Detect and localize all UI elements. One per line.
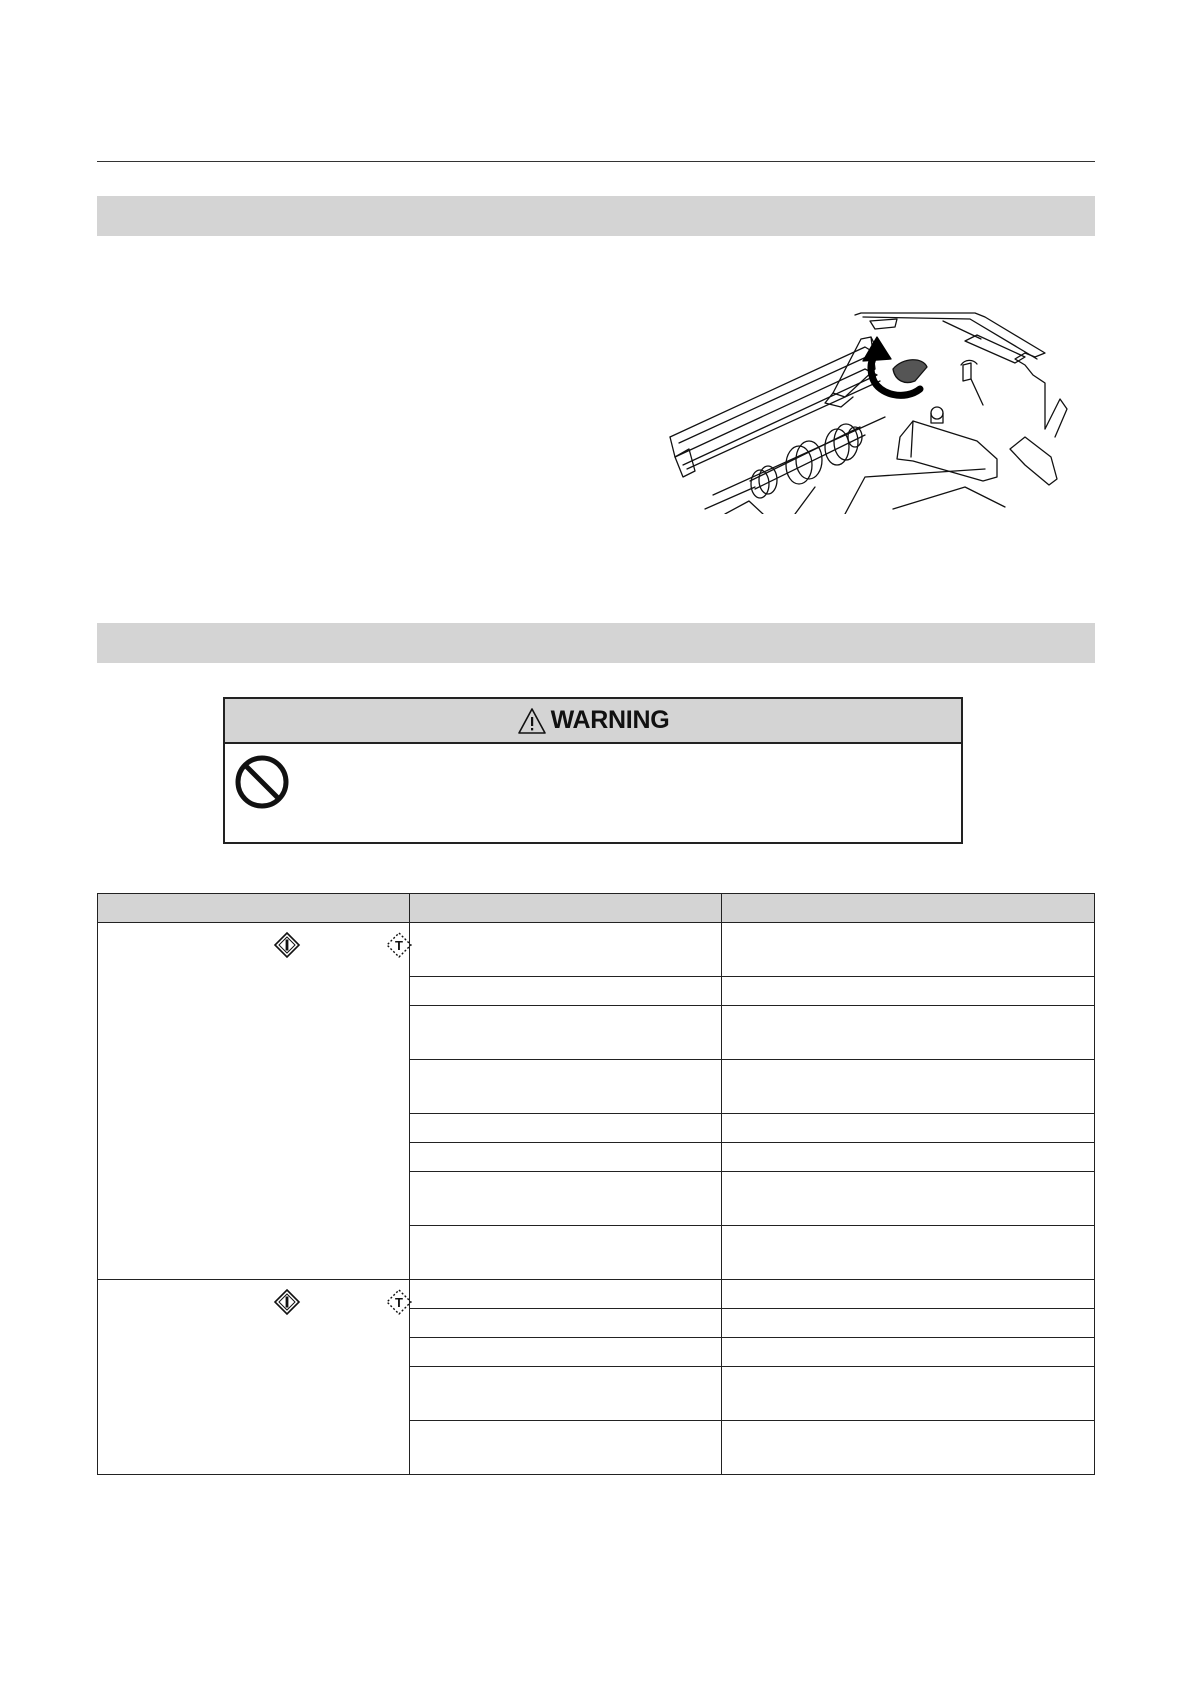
warning-header <box>225 699 961 744</box>
cause-cell <box>410 1309 722 1338</box>
svg-text:T: T <box>395 938 403 953</box>
cause-cell <box>410 1421 722 1475</box>
roller-illustration <box>665 309 1105 514</box>
cause-cell <box>410 977 722 1006</box>
warning-triangle-icon <box>517 707 547 735</box>
cause-cell <box>410 1060 722 1114</box>
warning-title: WARNING <box>550 706 670 734</box>
remedy-cell <box>722 1338 1095 1367</box>
remedy-cell <box>722 1172 1095 1226</box>
section-title-1 <box>97 196 1095 216</box>
header-symptom <box>98 894 410 923</box>
cause-cell <box>410 1172 722 1226</box>
table-header-row <box>98 894 1095 923</box>
header-cause <box>410 894 722 923</box>
symptom-cell <box>98 923 410 1280</box>
troubleshooting-table <box>97 893 1095 1475</box>
cause-cell <box>410 1367 722 1421</box>
remedy-cell <box>722 1060 1095 1114</box>
remedy-cell <box>722 1421 1095 1475</box>
cause-cell <box>410 1280 722 1309</box>
remedy-cell <box>722 1226 1095 1280</box>
cause-cell <box>410 1006 722 1060</box>
cause-cell <box>410 1338 722 1367</box>
test-diamond-icon <box>385 931 413 959</box>
symptom-cell <box>98 1280 410 1475</box>
remedy-cell <box>722 977 1095 1006</box>
remedy-cell <box>722 1367 1095 1421</box>
test-diamond-icon <box>385 1288 413 1316</box>
cause-cell <box>410 923 722 977</box>
table-row <box>98 923 1095 977</box>
cause-cell <box>410 1226 722 1280</box>
section-header-2 <box>97 623 1095 663</box>
remedy-cell <box>722 1280 1095 1309</box>
start-diamond-icon <box>273 931 301 959</box>
header-rule <box>97 161 1095 162</box>
section-title-2 <box>97 623 1095 643</box>
remedy-cell <box>722 1143 1095 1172</box>
remedy-cell <box>722 923 1095 977</box>
warning-box <box>223 697 963 844</box>
remedy-cell <box>722 1114 1095 1143</box>
cause-cell <box>410 1143 722 1172</box>
prohibition-icon <box>233 753 291 811</box>
remedy-cell <box>722 1309 1095 1338</box>
table-row <box>98 1280 1095 1309</box>
header-remedy <box>722 894 1095 923</box>
cause-cell <box>410 1114 722 1143</box>
svg-text:T: T <box>395 1295 403 1310</box>
start-diamond-icon <box>273 1288 301 1316</box>
remedy-cell <box>722 1006 1095 1060</box>
section-header-1 <box>97 196 1095 236</box>
